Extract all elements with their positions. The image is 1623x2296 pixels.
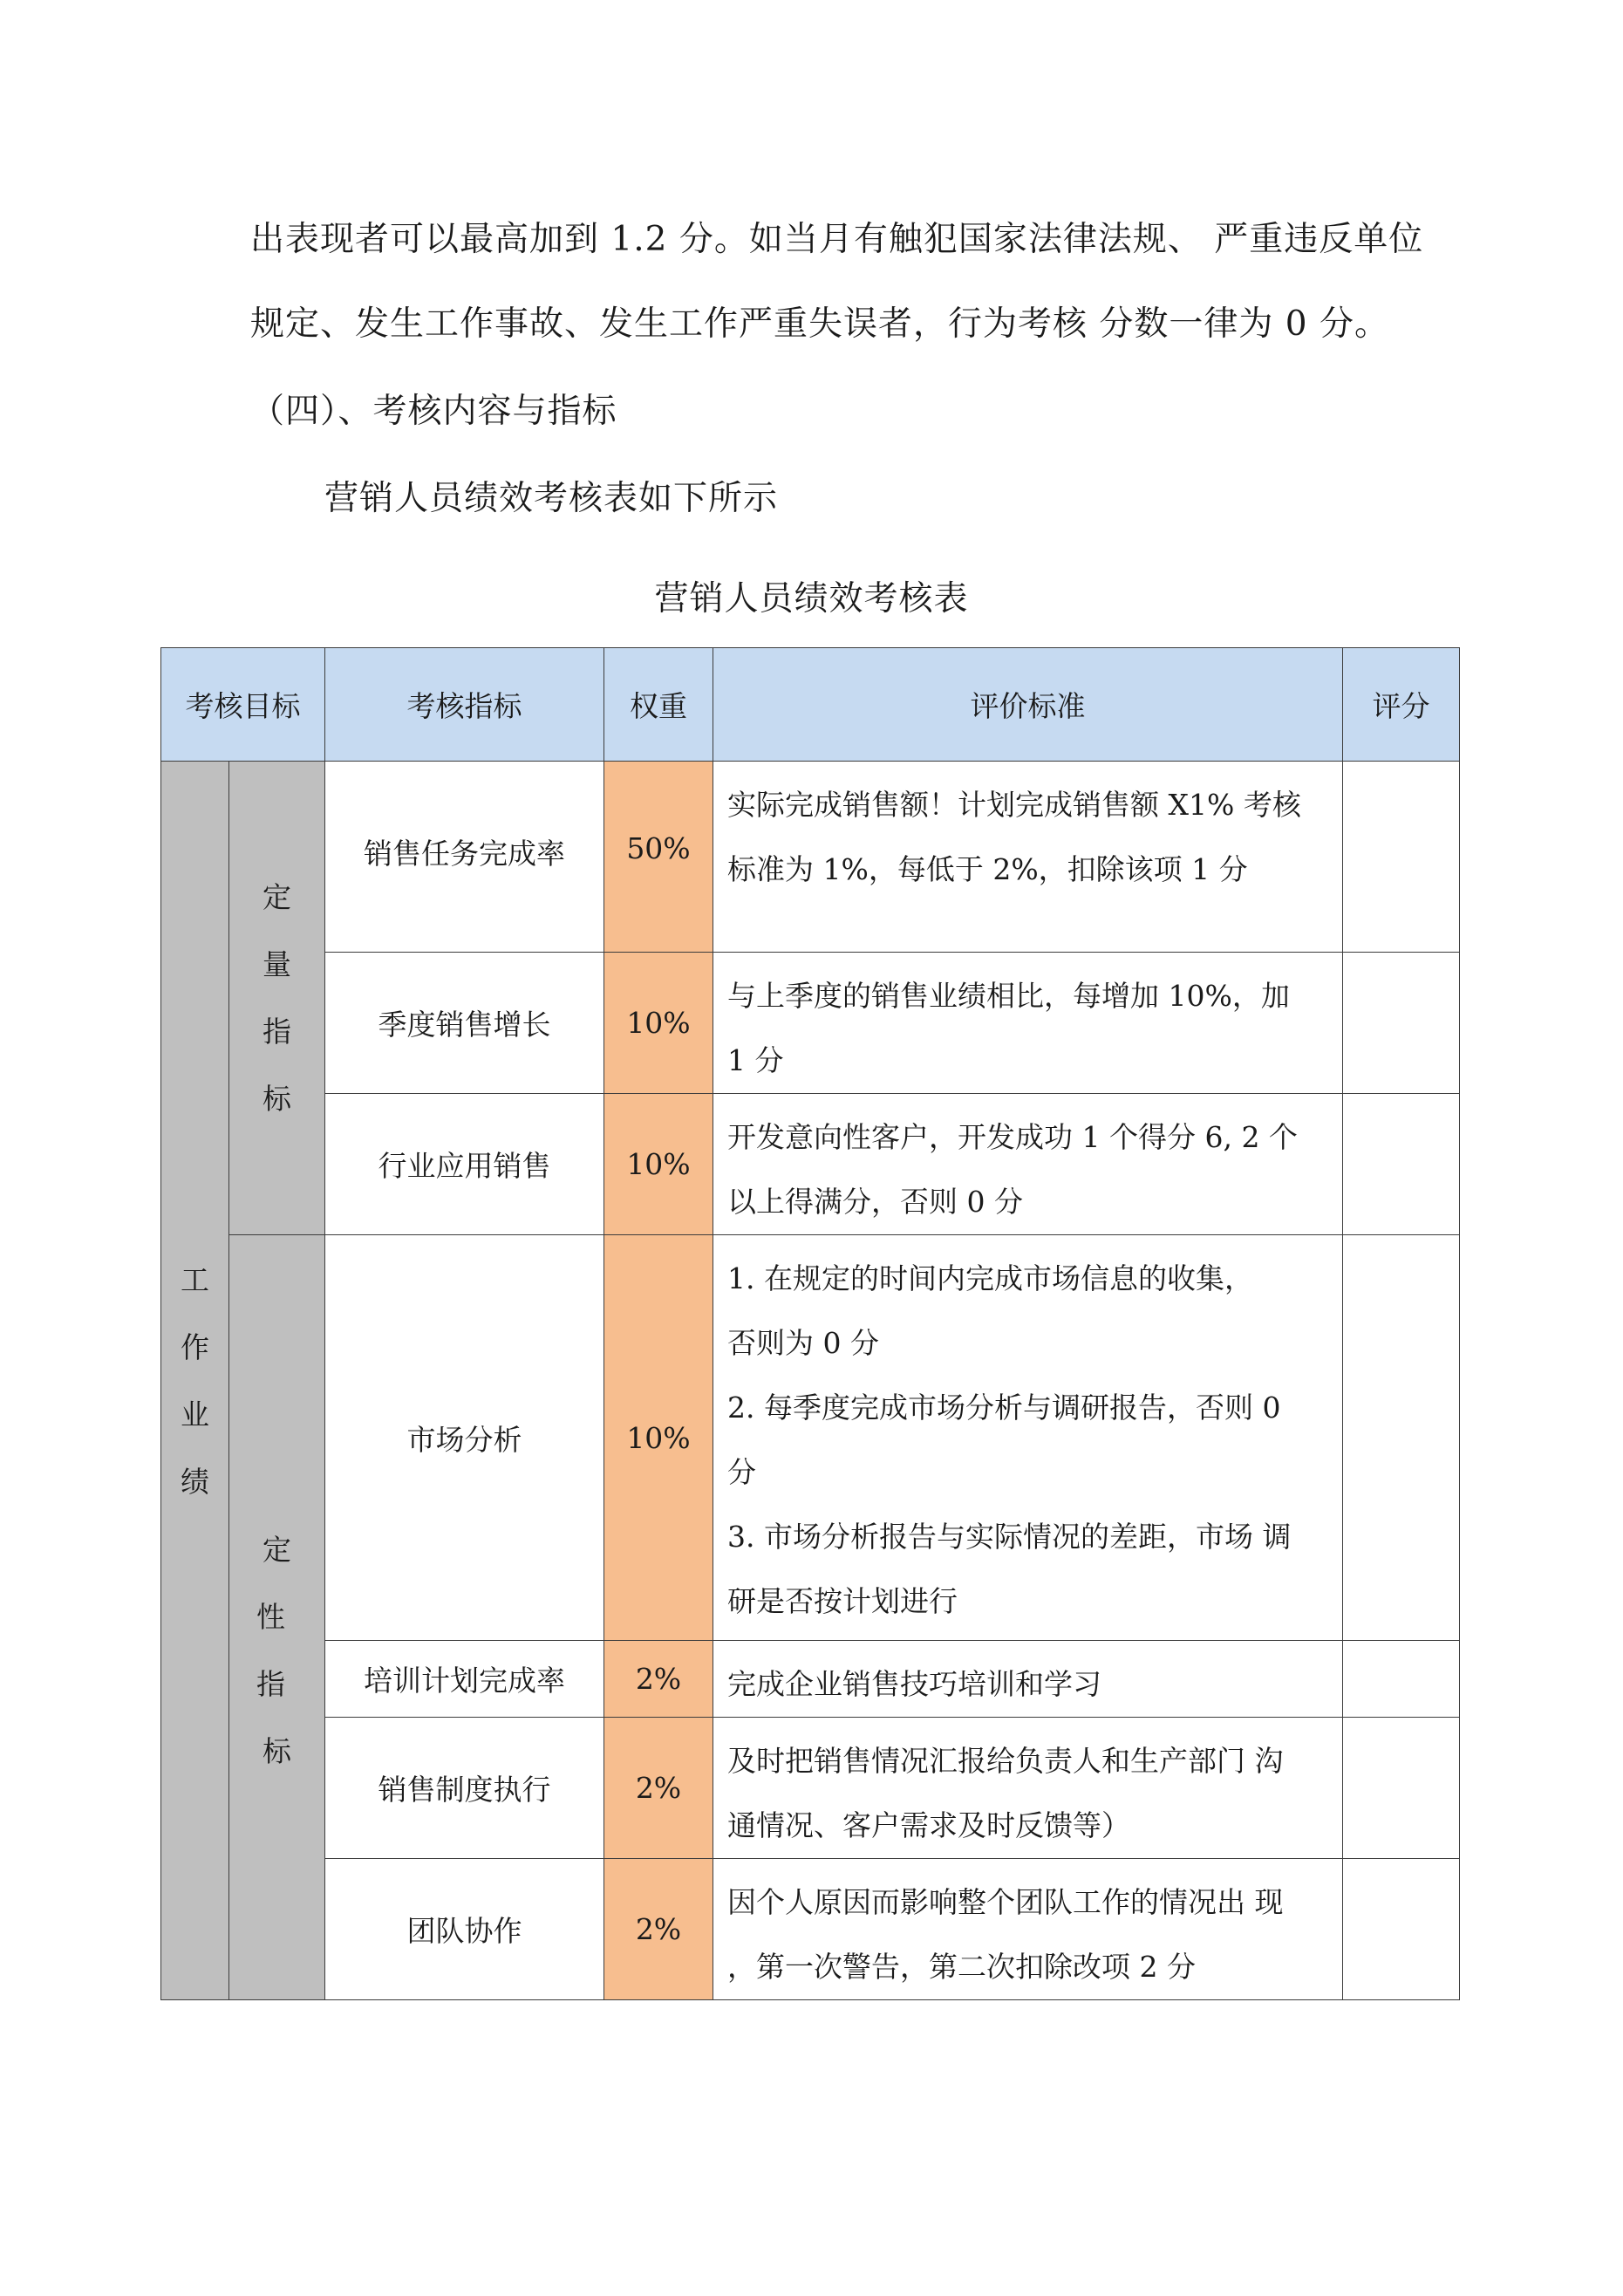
criteria-line: 完成企业销售技巧培训和学习 bbox=[727, 1667, 1101, 1701]
table-row bbox=[161, 1718, 1460, 1859]
section-heading: （四）、考核内容与指标 bbox=[250, 392, 617, 431]
indicator-cell: 季度销售增长 bbox=[325, 953, 604, 1094]
table-row bbox=[161, 1641, 1460, 1718]
indicator-cell: 团队协作 bbox=[325, 1859, 604, 2000]
weight-cell: 10% bbox=[604, 953, 713, 1094]
category-char: 定 bbox=[263, 880, 291, 914]
criteria-line: 1. 在规定的时间内完成市场信息的收集， bbox=[727, 1261, 1253, 1295]
criteria-cell bbox=[713, 1718, 1343, 1859]
paragraph-line-1: 出表现者可以最高加到 1.2 分。如当月有触犯国家法律法规、 严重违反单位 bbox=[250, 220, 1424, 259]
indicator-cell: 行业应用销售 bbox=[325, 1094, 604, 1235]
criteria-line: 开发意向性客户，开发成功 1 个得分 6, 2 个 bbox=[727, 1120, 1298, 1154]
weight-cell: 10% bbox=[604, 1235, 713, 1641]
header-weight: 权重 bbox=[604, 648, 713, 762]
criteria-cell bbox=[713, 1641, 1343, 1718]
criteria-line: 3. 市场分析报告与实际情况的差距，市场 调 bbox=[727, 1520, 1292, 1554]
header-criteria: 评价标准 bbox=[713, 648, 1343, 762]
criteria-line: 1 分 bbox=[727, 1043, 784, 1077]
category-char: 定 bbox=[263, 1533, 291, 1567]
criteria-line: 通情况、客户需求及时反馈等） bbox=[727, 1808, 1130, 1842]
category-char: 性 指 bbox=[256, 1600, 297, 1701]
table-row bbox=[161, 1235, 1460, 1641]
criteria-line: 研是否按计划进行 bbox=[727, 1584, 958, 1618]
criteria-cell bbox=[713, 953, 1343, 1094]
weight-cell: 10% bbox=[604, 1094, 713, 1235]
header-score: 评分 bbox=[1343, 648, 1460, 762]
performance-table bbox=[160, 647, 1460, 2000]
qualitative-category-cell bbox=[229, 1235, 325, 2000]
goal-cell bbox=[161, 762, 229, 2000]
criteria-line: 及时把销售情况汇报给负责人和生产部门 沟 bbox=[727, 1744, 1284, 1778]
header-indicator: 考核指标 bbox=[325, 648, 604, 762]
score-cell bbox=[1343, 762, 1460, 953]
table-caption: 营销人员绩效考核表 bbox=[654, 579, 969, 618]
criteria-cell bbox=[713, 762, 1343, 953]
criteria-line: 2. 每季度完成市场分析与调研报告，否则 0 bbox=[727, 1391, 1281, 1425]
category-char: 标 bbox=[263, 1734, 291, 1768]
indicator-cell: 培训计划完成率 bbox=[325, 1641, 604, 1718]
score-cell bbox=[1343, 1094, 1460, 1235]
table-row bbox=[161, 1094, 1460, 1235]
criteria-line: 标准为 1%，每低于 2%，扣除该项 1 分 bbox=[727, 852, 1248, 886]
weight-cell: 50% bbox=[604, 762, 713, 953]
weight-cell: 2% bbox=[604, 1718, 713, 1859]
score-cell bbox=[1343, 953, 1460, 1094]
category-char: 量 bbox=[263, 947, 291, 981]
criteria-line: 与上季度的销售业绩相比，每增加 10%，加 bbox=[727, 979, 1290, 1013]
goal-char: 作 bbox=[181, 1329, 209, 1364]
quantitative-category-cell bbox=[229, 762, 325, 1235]
table-row bbox=[161, 1859, 1460, 2000]
indicator-cell: 销售任务完成率 bbox=[325, 762, 604, 953]
score-cell bbox=[1343, 1235, 1460, 1641]
criteria-line: 实际完成销售额！计划完成销售额 X1% 考核 bbox=[727, 788, 1301, 822]
table-intro: 营销人员绩效考核表如下所示 bbox=[324, 479, 779, 518]
criteria-cell bbox=[713, 1235, 1343, 1641]
criteria-cell bbox=[713, 1859, 1343, 2000]
paragraph-line-2: 规定、发生工作事故、发生工作严重失误者，行为考核 分数一律为 0 分。 bbox=[250, 304, 1390, 344]
header-row bbox=[161, 648, 1460, 762]
weight-cell: 2% bbox=[604, 1859, 713, 2000]
goal-char: 工 bbox=[181, 1262, 209, 1297]
criteria-line: 否则为 0 分 bbox=[727, 1326, 879, 1360]
goal-char: 绩 bbox=[181, 1464, 209, 1499]
criteria-line: 因个人原因而影响整个团队工作的情况出 现 bbox=[727, 1885, 1284, 1919]
header-goal: 考核目标 bbox=[161, 648, 325, 762]
criteria-line: 以上得满分，否则 0 分 bbox=[727, 1185, 1023, 1219]
indicator-cell: 销售制度执行 bbox=[325, 1718, 604, 1859]
table-row bbox=[161, 953, 1460, 1094]
category-char: 指 bbox=[263, 1015, 291, 1049]
criteria-cell bbox=[713, 1094, 1343, 1235]
score-cell bbox=[1343, 1718, 1460, 1859]
criteria-line: ，第一次警告，第二次扣除改项 2 分 bbox=[727, 1950, 1196, 1984]
weight-cell: 2% bbox=[604, 1641, 713, 1718]
indicator-cell: 市场分析 bbox=[325, 1235, 604, 1641]
table-row bbox=[161, 762, 1460, 953]
score-cell bbox=[1343, 1859, 1460, 2000]
category-char: 标 bbox=[263, 1082, 291, 1116]
criteria-line: 分 bbox=[727, 1455, 756, 1489]
score-cell bbox=[1343, 1641, 1460, 1718]
goal-char: 业 bbox=[181, 1397, 209, 1432]
